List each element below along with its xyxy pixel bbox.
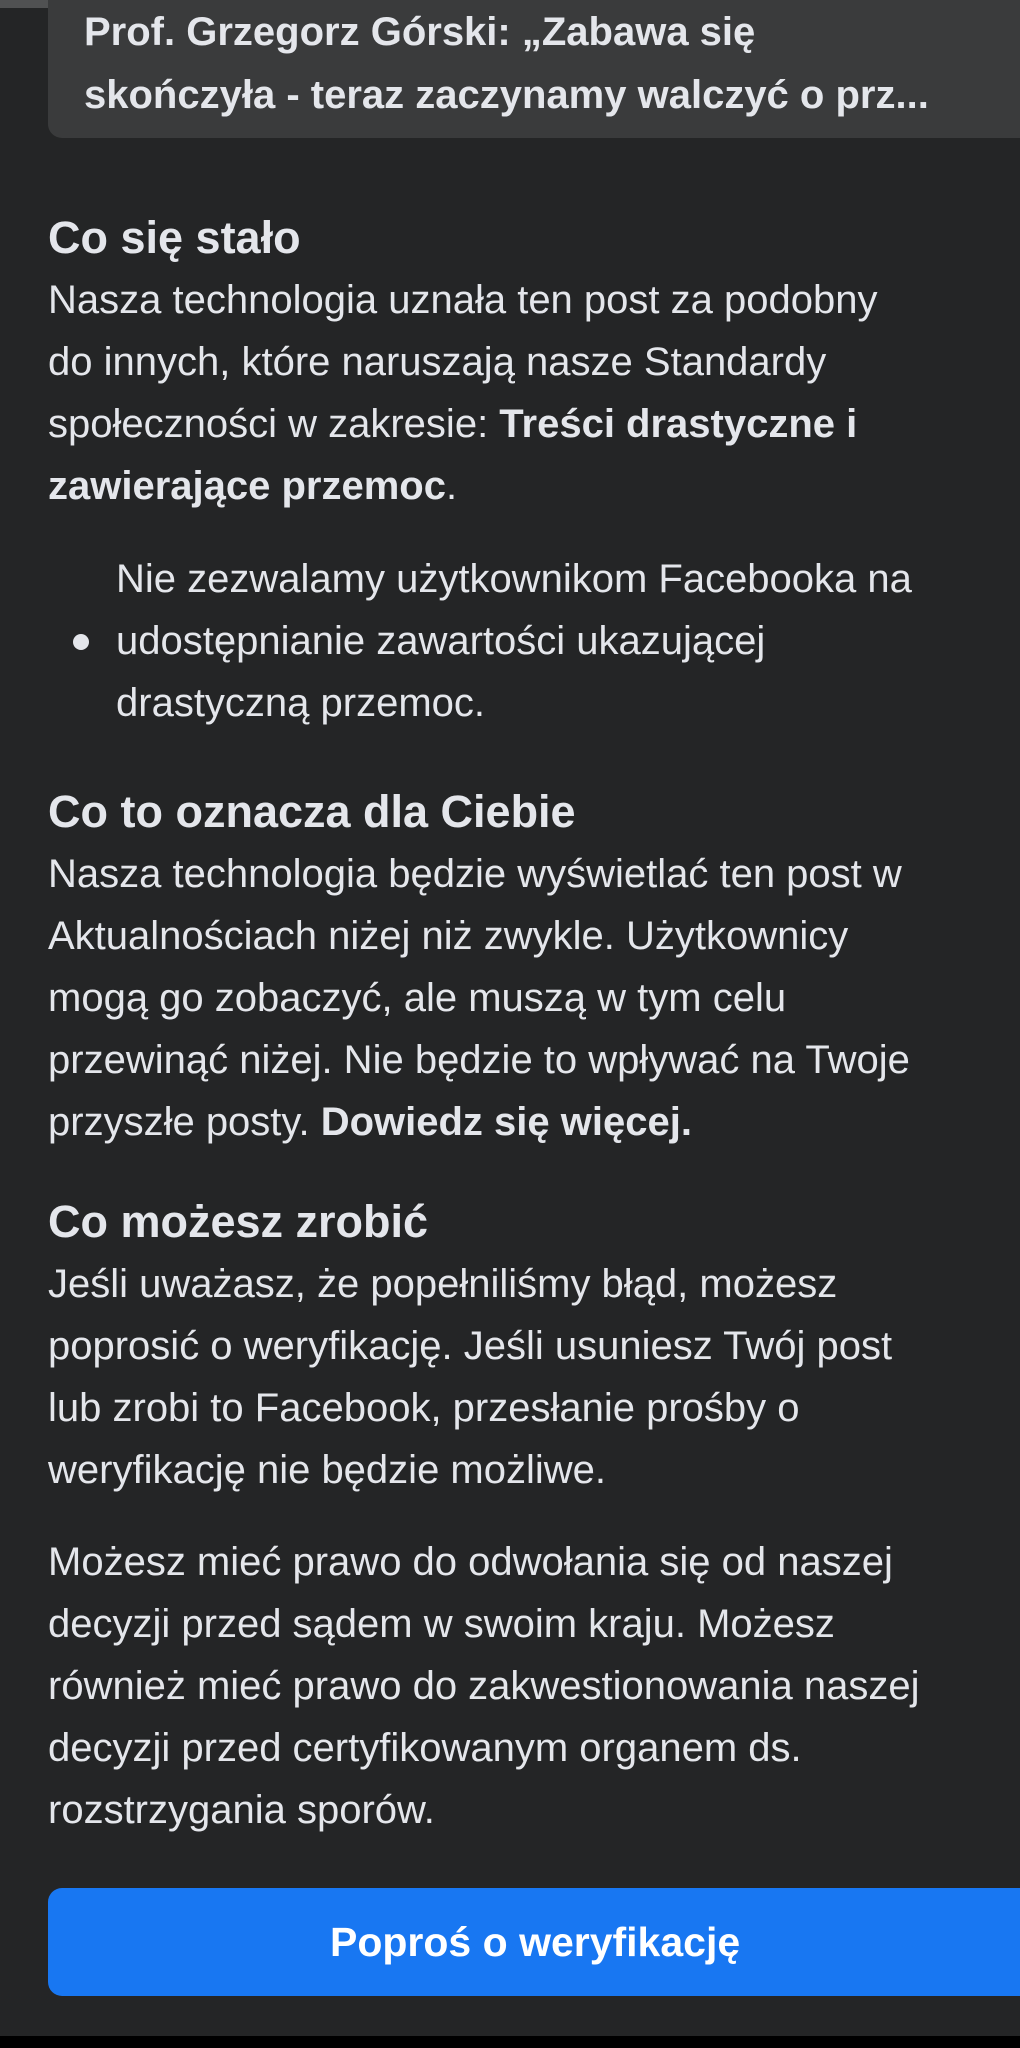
what-happened-line-4-suffix: . [446, 464, 458, 508]
what-happened-line-4 [48, 455, 1020, 517]
appeal-rights-line-1: Możesz mieć prawo do odwołania się od naszej [48, 1540, 893, 1584]
post-preview-title-line-1: Prof. Grzegorz Górski: „Zabawa się [84, 10, 756, 54]
post-preview-title-line-2: skończyła - teraz zaczynamy walczyć o prz... [84, 73, 929, 117]
what-it-means-line-3: mogą go zobaczyć, ale muszą w tym celu [48, 976, 787, 1020]
appeal-rights-line-3: również mieć prawo do zakwestionowania naszej [48, 1664, 920, 1708]
appeal-rights-line-4: decyzji przed certyfikowanym organem ds. [48, 1726, 802, 1770]
violation-category-part-2: zawierające przemoc [48, 464, 446, 508]
policy-bullet-line-3: drastyczną przemoc. [116, 681, 486, 725]
what-happened-line-3 [48, 393, 1020, 455]
what-it-means-heading: Co to oznacza dla Ciebie [48, 786, 576, 837]
what-it-means-line-2: Aktualnościach niżej niż zwykle. Użytkownicy [48, 914, 849, 958]
what-happened-heading: Co się stało [48, 212, 301, 263]
review-info-line-4: weryfikację nie będzie możliwe. [48, 1448, 607, 1492]
policy-bullet [48, 548, 1020, 734]
policy-bullet-line-1: Nie zezwalamy użytkownikom Facebooka na [116, 557, 912, 601]
violation-category-part-1: Treści drastyczne i [499, 402, 858, 446]
request-review-button[interactable]: Poproś o weryfikację [48, 1888, 1020, 1996]
post-preview-card[interactable] [48, 0, 1020, 138]
what-it-means-line-5 [48, 1091, 1020, 1153]
what-happened-line-2: do innych, które naruszają nasze Standardy [48, 340, 827, 384]
policy-bullet-text [116, 548, 1020, 734]
what-happened-line-1: Nasza technologia uznała ten post za podobny [48, 278, 878, 322]
review-info-line-1: Jeśli uważasz, że popełniliśmy błąd, możesz [48, 1262, 838, 1306]
what-it-means-line-1: Nasza technologia będzie wyświetlać ten post w [48, 852, 902, 896]
what-you-can-do-heading: Co możesz zrobić [48, 1196, 429, 1247]
appeal-rights-section [48, 1531, 1020, 1841]
learn-more-link[interactable]: Dowiedz się więcej. [320, 1100, 692, 1144]
review-info-line-2: poprosić o weryfikację. Jeśli usuniesz Twój post [48, 1324, 893, 1368]
what-it-means-section [48, 781, 1020, 1153]
what-happened-line-3-prefix: społeczności w zakresie: [48, 402, 500, 446]
policy-bullet-line-2: udostępnianie zawartości ukazującej [116, 619, 766, 663]
what-you-can-do-section [48, 1191, 1020, 1501]
appeal-rights-line-2: decyzji przed sądem w swoim kraju. Możesz [48, 1602, 835, 1646]
review-info-line-3: lub zrobi to Facebook, przesłanie prośby o [48, 1386, 800, 1430]
what-it-means-line-5-text: przyszłe posty. [48, 1100, 321, 1144]
bullet-icon [73, 634, 89, 650]
what-happened-section [48, 207, 1020, 517]
what-it-means-line-4: przewinąć niżej. Nie będzie to wpływać na Twoje [48, 1038, 910, 1082]
appeal-rights-line-5: rozstrzygania sporów. [48, 1788, 435, 1832]
